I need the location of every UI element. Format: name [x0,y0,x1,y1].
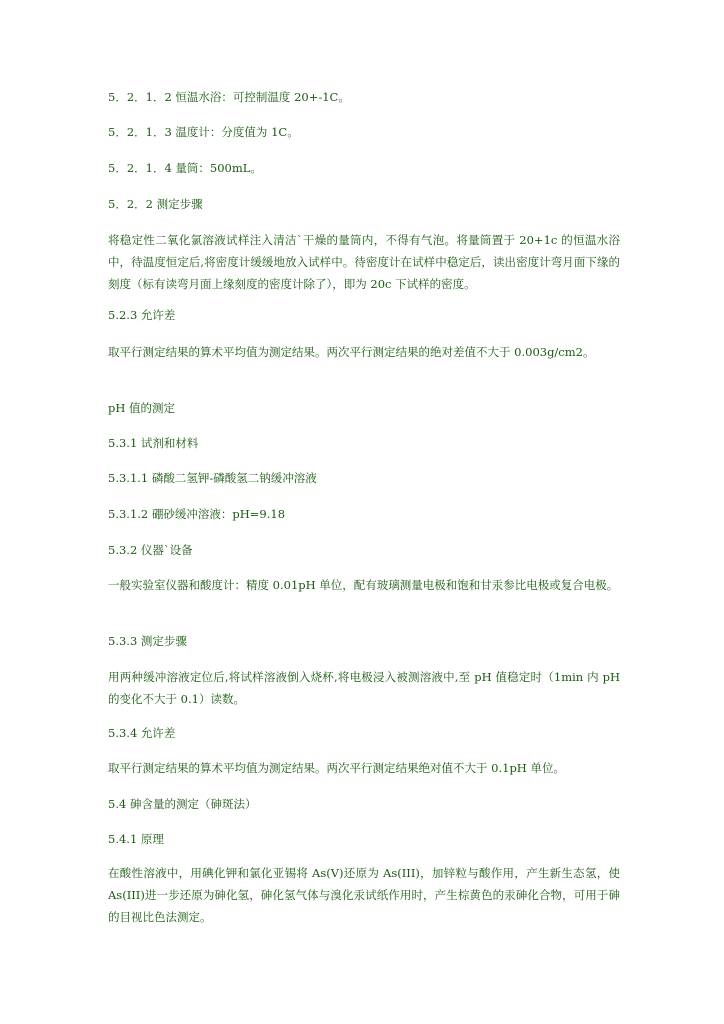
heading-5-3-2: 5.3.2 仪器`设备 [108,543,193,557]
clause-5-2-1-2: 5．2．1．2 恒温水浴：可控制温度 20+-1C。 [108,90,350,104]
clause-5-3-1-2: 5.3.1.2 硼砂缓冲溶液：pH=9.18 [108,507,286,521]
paragraph-5-3-4: 取平行测定结果的算术平均值为测定结果。两次平行测定结果绝对值不大于 0.1pH 单位。 [108,761,565,775]
paragraph-5-2-3: 取平行测定结果的算术平均值为测定结果。两次平行测定结果的绝对差值不大于 0.003g/cm2。 [108,345,595,359]
heading-5-3-3: 5.3.3 测定步骤 [108,634,187,648]
clause-5-2-1-4: 5．2．1．4 量筒：500mL。 [108,161,262,175]
heading-5-2-3: 5.2.3 允许差 [108,308,176,322]
heading-5-4: 5.4 砷含量的测定（砷斑法） [108,797,257,811]
clause-5-2-1-3: 5．2．1．3 温度计：分度值为 1C。 [108,125,299,139]
heading-ph: pH 值的测定 [108,401,176,415]
paragraph-5-4-1: 在酸性溶液中，用碘化钾和氯化亚锡将 As(V)还原为 As(III)，加锌粒与酸作用，产生新生态氢，使 As(III)进一步还原为砷化氢，砷化氢气体与溴化汞试纸作用时，产生棕黄色的汞砷化合物，可用于砷的目视比色法测定。 [108,866,620,924]
paragraph-5-2-2-procedure: 将稳定性二氧化氯溶液试样注入清洁`干燥的量筒内，不得有气泡。将量筒置于 20+1c 的恒温水浴中，待温度恒定后,将密度计缓缓地放入试样中。待密度计在试样中稳定后，读出密度计弯月面下缘的刻度（标有读弯月面上缘刻度的密度计除了），即为 20c 下试样的密度。 [108,233,620,291]
heading-5-3-4: 5.3.4 允许差 [108,726,176,740]
clause-5-3-1-1: 5.3.1.1 磷酸二氢钾-磷酸氢二钠缓冲溶液 [108,471,317,485]
heading-5-2-2: 5．2．2 测定步骤 [108,197,203,211]
heading-5-3-1: 5.3.1 试剂和材料 [108,436,199,450]
paragraph-5-3-2: 一般实验室仪器和酸度计：精度 0.01pH 单位，配有玻璃测量电极和饱和甘汞参比电极或复合电极。 [108,578,619,592]
paragraph-5-3-3: 用两种缓冲溶液定位后,将试样溶液倒入烧杯,将电极浸入被测溶液中,至 pH 值稳定时（1min 内 pH 的变化不大于 0.1）读数。 [108,670,620,706]
heading-5-4-1: 5.4.1 原理 [108,832,164,846]
